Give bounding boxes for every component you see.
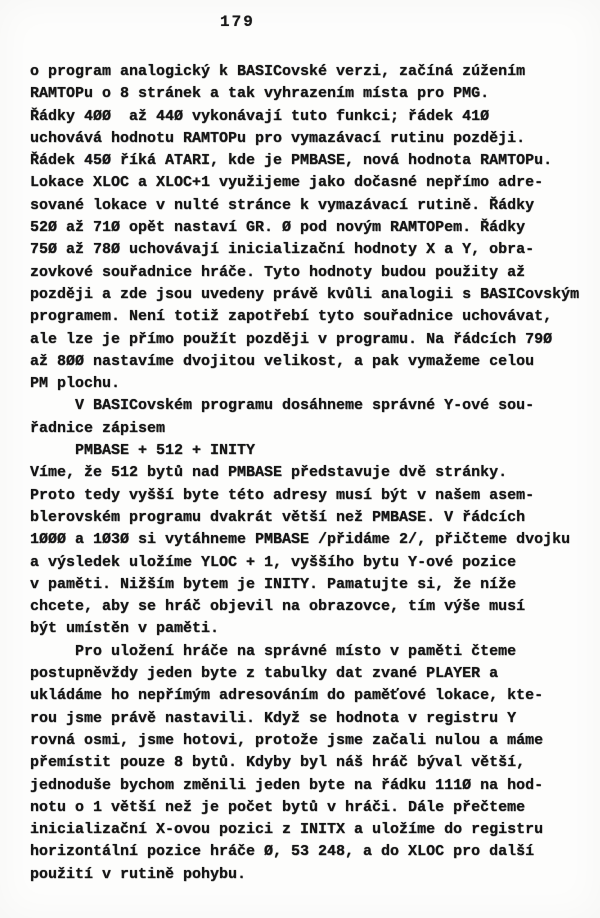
body-line: blerovském programu dvakrát větší než PMBASE. V řádcích — [30, 508, 526, 526]
body-line: později a zde jsou uvedeny právě kvůli analogii s BASICovským — [30, 285, 580, 303]
body-line: postupněvždy jeden byte z tabulky dat zvané PLAYER a — [30, 665, 499, 683]
body-line: jednoduše bychom změnili jeden byte na řádku 111Ø na hod- — [30, 776, 544, 794]
body-line: ukládáme ho nepřímým adresováním do paměťové lokace, kte- — [30, 687, 544, 705]
body-line: až 8ØØ nastavíme dvojitou velikost, a pak vymažeme celou — [30, 352, 535, 370]
body-line: Pro uložení hráče na správné místo v paměti čteme — [30, 642, 517, 660]
body-line: v paměti. Nižším bytem je INITY. Pamatujte si, že níže — [30, 575, 517, 593]
body-line: použití v rutině pohybu. — [30, 865, 247, 883]
body-line: uchovává hodnotu RAMTOPu pro vymazávací rutinu později. — [30, 129, 526, 147]
body-line: 1ØØØ a 1Ø3Ø si vytáhneme PMBASE /přidáme 2/, přičteme dvojku — [30, 531, 571, 549]
body-line: být umístěn v paměti. — [30, 620, 220, 638]
body-line: o program analogický k BASICovské verzi, začíná zúžením — [30, 63, 526, 80]
body-line: ale lze je přímo použít později v programu. Na řádcích 79Ø — [30, 330, 553, 348]
body-line: rovná osmi, jsme hotovi, protože jsme začali nulou a máme — [30, 731, 544, 749]
body-line: zovkové souřadnice hráče. Tyto hodnoty budou použity až — [30, 263, 526, 281]
body-line: Proto tedy vyšší byte této adresy musí být v našem asem- — [30, 486, 535, 504]
page-number: 179 — [220, 13, 255, 31]
body-line: RAMTOPu o 8 stránek a tak vyhrazením místa pro PMG. — [30, 85, 490, 103]
body-line: 52Ø až 71Ø opět nastaví GR. Ø pod novým RAMTOPem. Řádky — [30, 219, 526, 237]
body-line: V BASICovském programu dosáhneme správné Y-ové sou- — [30, 397, 535, 415]
body-line: Řádek 45Ø říká ATARI, kde je PMBASE, nová hodnota RAMTOPu. — [30, 152, 553, 170]
body-line: Lokace XLOC a XLOC+1 využijeme jako dočasné nepřímo adre- — [30, 174, 544, 192]
body-line: notu o 1 větší než je počet bytů v hráči. Dále přečteme — [30, 798, 526, 816]
body-line: a výsledek uložíme YLOC + 1, vyššího bytu Y-ové pozice — [30, 553, 517, 571]
body-line: přemístit pouze 8 bytů. Kdyby byl náš hráč býval větší, — [30, 754, 526, 772]
body-line: sované lokace v nulté stránce k vymazávací rutině. Řádky — [30, 196, 535, 214]
body-line: Víme, že 512 bytů nad PMBASE představuje dvě stránky. — [30, 464, 508, 482]
body-line: PM plochu. — [30, 375, 121, 393]
body-line: rou jsme právě nastavili. Když se hodnota v registru Y — [30, 709, 517, 727]
body-line: horizontální pozice hráče Ø, 53 248, a do XLOC pro další — [30, 843, 535, 861]
body-line: 75Ø až 78Ø uchovávají inicializační hodnoty X a Y, obra- — [30, 241, 535, 259]
body-line: Řádky 4ØØ až 44Ø vykonávají tuto funkci; řádek 41Ø — [30, 107, 490, 125]
body-line: PMBASE + 512 + INITY — [30, 442, 256, 460]
body-line: programem. Není totiž zapotřebí tyto souřadnice uchovávat, — [30, 308, 553, 326]
body-line: chcete, aby se hráč objevil na obrazovce, tím výše musí — [30, 598, 526, 616]
body-line: řadnice zápisem — [30, 419, 166, 437]
body-line: inicializační X-ovou pozici z INITX a uložíme do registru — [30, 821, 544, 839]
page-body — [30, 61, 590, 886]
